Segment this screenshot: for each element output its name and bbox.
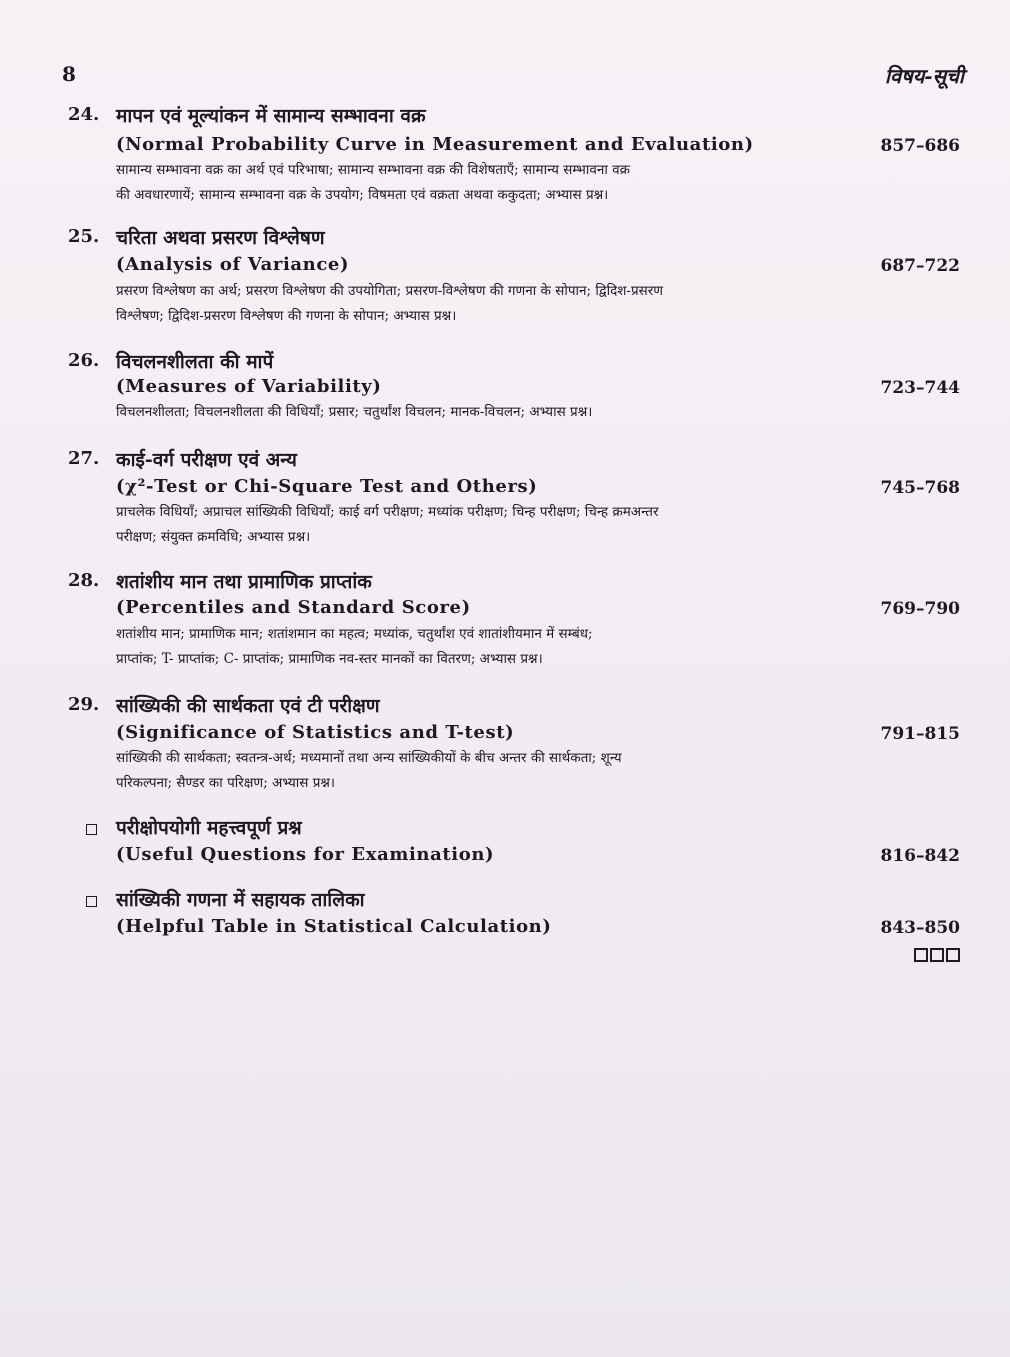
entry-pages: 791–815	[880, 724, 960, 744]
entry-description: सांख्यिकी की सार्थकता; स्वतन्त्र-अर्थ; मध्यमानों तथा अन्य सांख्यिकीयों के बीच अन्तर की सार्थकता; शून्य परिकल्पना; सैण्डर का परिक्षण; अभ्यास प्रश्न।	[116, 750, 622, 791]
entry-pages: 769–790	[880, 599, 960, 619]
end-of-section-icon	[914, 948, 960, 962]
entry-title-english: (Useful Questions for Examination)	[116, 844, 495, 865]
toc-entry-26	[68, 350, 960, 430]
entry-pages: 723–744	[880, 378, 960, 398]
toc-entry-27	[68, 448, 960, 558]
square-bullet-icon	[86, 824, 97, 835]
toc-entry-25	[68, 226, 960, 336]
entry-title-english: (Percentiles and Standard Score)	[116, 597, 471, 618]
entry-description: सामान्य सम्भावना वक्र का अर्थ एवं परिभाषा; सामान्य सम्भावना वक्र की विशेषताएँ; सामान्य सम्भावना वक्र की अवधारणायें; सामान्य सम्भावना वक्र के उपयोग; विषमता एवं वक्रता अथवा ककुदता; अभ्यास प्रश्न।	[116, 162, 631, 203]
entry-title-hindi: काई-वर्ग परीक्षण एवं अन्य	[116, 449, 297, 471]
toc-entry-28	[68, 570, 960, 680]
entry-title-hindi: विचलनशीलता की मापें	[116, 351, 274, 373]
entry-pages: 843–850	[880, 918, 960, 938]
entry-title-hindi: मापन एवं मूल्यांकन में सामान्य सम्भावना वक्र	[116, 105, 426, 127]
entry-number: 28.	[68, 570, 100, 591]
entry-title-hindi: शतांशीय मान तथा प्रामाणिक प्राप्तांक	[116, 571, 372, 593]
entry-number: 29.	[68, 694, 100, 715]
page-header	[62, 62, 964, 92]
entry-pages: 687–722	[880, 256, 960, 276]
entry-pages: 857–686	[880, 136, 960, 156]
entry-description: प्राचलेक विधियाँ; अप्राचल सांख्यिकी विधियाँ; काई वर्ग परीक्षण; मध्यांक परीक्षण; चिन्ह परीक्षण; चिन्ह क्रमअन्तर परीक्षण; संयुक्त क्रमविधि; अभ्यास प्रश्न।	[116, 504, 659, 545]
entry-title-hindi: सांख्यिकी गणना में सहायक तालिका	[116, 889, 365, 911]
entry-title-english: (Analysis of Variance)	[116, 254, 350, 275]
toc-entry-24	[68, 104, 960, 214]
entry-title-hindi: सांख्यिकी की सार्थकता एवं टी परीक्षण	[116, 695, 380, 717]
entry-number: 26.	[68, 350, 100, 371]
entry-number: 24.	[68, 104, 100, 125]
page-number: 8	[62, 62, 76, 86]
square-bullet-icon	[86, 896, 97, 907]
entry-title-hindi: परीक्षोपयोगी महत्त्वपूर्ण प्रश्न	[116, 817, 302, 839]
toc-entry-29	[68, 694, 960, 804]
running-title: विषय-सूची	[884, 64, 964, 88]
entry-title-english: (χ²-Test or Chi-Square Test and Others)	[116, 476, 538, 497]
entry-number: 27.	[68, 448, 100, 469]
toc-extra-useful-questions	[68, 816, 960, 876]
entry-pages: 816–842	[880, 846, 960, 866]
end-mark	[68, 948, 960, 964]
entry-title-english: (Normal Probability Curve in Measurement and Evaluation)	[116, 134, 754, 155]
entry-title-hindi: चरिता अथवा प्रसरण विश्लेषण	[116, 227, 325, 249]
entry-description: शतांशीय मान; प्रामाणिक मान; शतांशमान का महत्व; मध्यांक, चतुर्थांश एवं शातांशीयमान में सम्बंध; प्राप्तांक; T- प्राप्तांक; C- प्राप्तांक; प्रामाणिक नव-स्तर मानकों का वितरण; अभ्यास प्रश्न।	[116, 626, 593, 667]
entry-description: विचलनशीलता; विचलनशीलता की विधियाँ; प्रसार; चतुर्थांश विचलन; मानक-विचलन; अभ्यास प्रश्न।	[116, 404, 593, 420]
toc-extra-helpful-table	[68, 888, 960, 948]
entry-description: प्रसरण विश्लेषण का अर्थ; प्रसरण विश्लेषण की उपयोगिता; प्रसरण-विश्लेषण की गणना के सोपान; द्विदिश-प्रसरण विश्लेषण; द्विदिश-प्रसरण विश्लेषण की गणना के सोपान; अभ्यास प्रश्न।	[116, 283, 664, 324]
entry-title-english: (Measures of Variability)	[116, 376, 382, 397]
entry-number: 25.	[68, 226, 100, 247]
entry-pages: 745–768	[880, 478, 960, 498]
entry-title-english: (Helpful Table in Statistical Calculation)	[116, 916, 552, 937]
entry-title-english: (Significance of Statistics and T-test)	[116, 722, 515, 743]
